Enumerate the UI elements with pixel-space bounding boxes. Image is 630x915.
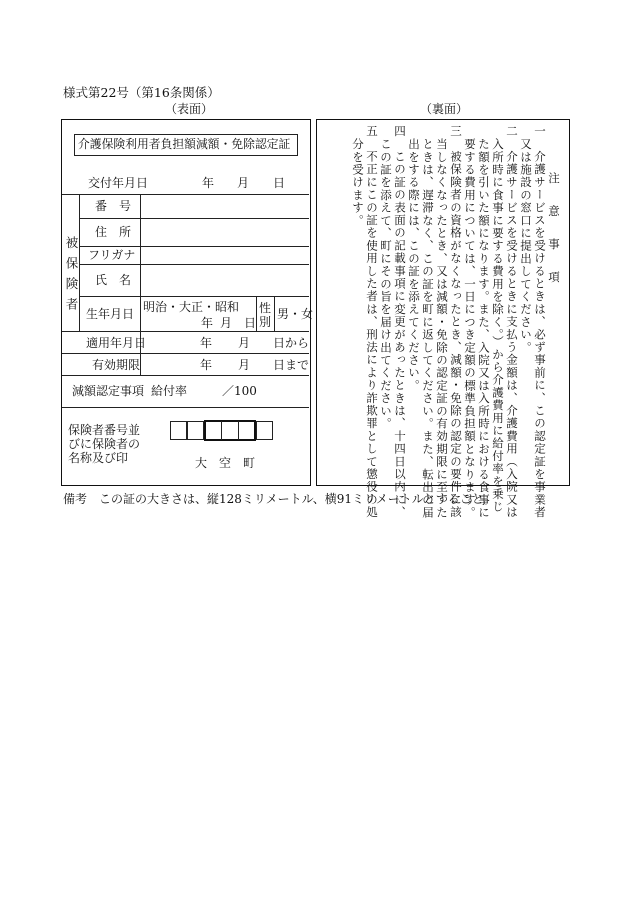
insurer-number-box-2 <box>187 421 204 440</box>
insurer-name: 大 空 町 <box>195 456 256 470</box>
issue-date-label: 交付年月日 <box>88 176 149 190</box>
form-number-title: 様式第22号（第16条関係） <box>63 85 220 100</box>
note-line-7: 三 被保険者の資格がなくなったとき、減額・免除の認定の要件に該 <box>449 125 463 519</box>
insured-address-label: 住 所 <box>95 225 132 239</box>
birthdate-year: 年 <box>201 316 214 330</box>
note-line-6: 要する費用については、一日につき定額の標準負担額となります。 <box>463 138 477 519</box>
reduction-label: 減額認定事項 <box>72 384 145 398</box>
insured-vertical-label: 被保険者 <box>64 236 79 318</box>
front-card <box>61 119 314 486</box>
insurer-number-box-group <box>204 420 256 441</box>
benefit-rate-value: ／100 <box>222 384 257 398</box>
insurer-number-box-6 <box>256 421 273 440</box>
insurer-label-line1: 保険者番号並 <box>68 423 141 437</box>
gender-label: 性別 <box>259 301 272 329</box>
issue-date-day: 日 <box>273 176 286 190</box>
note-line-2: 又は施設の窓口に提出してください。 <box>519 138 533 354</box>
birthdate-month: 月 <box>220 316 233 330</box>
applicable-date-year: 年 <box>200 336 213 350</box>
note-line-11: 四 この証の表面の記載事項に変更があったときは、十四日以内に、 <box>393 125 407 519</box>
card-title: 介護保険利用者負担額減額・免除認定証 <box>78 137 291 151</box>
furigana-label: フリガナ <box>88 248 136 262</box>
birthdate-day: 日 <box>244 316 257 330</box>
expiry-date-label: 有効期限 <box>92 358 141 372</box>
insurer-label-line2: びに保険者の <box>68 437 141 451</box>
front-side-label: （表面） <box>165 102 214 116</box>
birthdate-label: 生年月日 <box>86 307 135 321</box>
size-note: 備考 この証の大きさは、縦128ミリメートル、横91ミリメートルとすること。 <box>63 492 496 506</box>
note-line-3: 二 介護サービスを受けるときに支払う金額は、介護費用（入院又は <box>505 125 519 519</box>
applicable-date-label: 適用年月日 <box>86 336 147 350</box>
note-line-1: 一 介護サービスを受けるときは、必ず事前に、この認定証を事業者 <box>533 125 547 519</box>
note-line-13: 五 不正にこの証を使用した者は、刑法により詐欺罪として懲役の処 <box>365 125 379 519</box>
insured-number-label: 番 号 <box>95 199 132 213</box>
insured-name-label: 氏 名 <box>95 273 132 287</box>
insurer-number-box-1 <box>170 421 187 440</box>
gender-value: 男・女 <box>277 307 314 321</box>
notes-heading: 注 意 事 項 <box>547 172 561 288</box>
note-line-14: 分を受けます。 <box>351 138 365 227</box>
applicable-date-suffix: 日から <box>273 336 310 350</box>
issue-date-year: 年 <box>202 176 215 190</box>
benefit-rate-label: 給付率 <box>151 384 188 398</box>
applicable-date-month: 月 <box>238 336 251 350</box>
back-card <box>316 119 570 519</box>
expiry-date-suffix: 日まで <box>273 358 310 372</box>
back-side-label: （裏面） <box>420 102 469 116</box>
note-line-8: 当しなくなったとき、又は減額・免除の認定証の有効期限に至った <box>435 138 449 519</box>
birthdate-eras: 明治・大正・昭和 <box>143 300 240 314</box>
expiry-date-month: 月 <box>238 358 251 372</box>
insurer-label-line3: 名称及び印 <box>68 451 129 465</box>
note-line-10: 出をする際には、この証を添えてください。 <box>407 138 421 392</box>
note-line-4: 入所時に食事に要する費用を除く。）から介護費用に給付率を乗じ <box>491 138 505 514</box>
issue-date-month: 月 <box>237 176 250 190</box>
note-line-5: た額を引いた額になります。また、入院又は入所時における食事に <box>477 138 491 519</box>
expiry-date-year: 年 <box>200 358 213 372</box>
note-line-9: ときは、遅滞なく、この証を町に返してください。また、転出の届 <box>421 138 435 519</box>
note-line-12: この証を添えて、町にその旨を届け出てください。 <box>379 138 393 431</box>
